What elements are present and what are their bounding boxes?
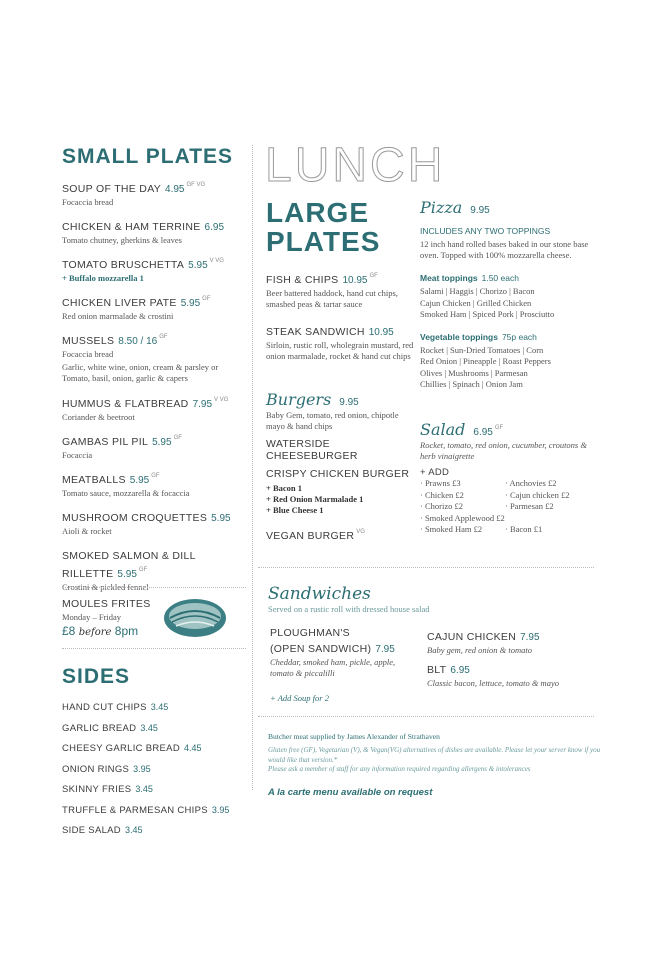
moules-frites-box [62,598,246,644]
sides-section [62,665,252,841]
item-head [62,179,244,197]
item-head [62,546,244,582]
item-head [62,217,244,235]
side-name: CHEESY GARLIC BREAD [62,743,180,754]
veg-topping-line: Chillies | Spinach | Onion Jam [420,379,523,389]
ploughmans-desc: Cheddar, smoked ham, pickle, apple, tomato & piccalilli [270,657,396,678]
salad-addons [420,478,600,536]
vegan-burger [266,526,416,544]
item-name: FISH & CHIPS [266,274,339,286]
item-price: 5.95 [188,260,208,271]
item-tag: GF [138,566,148,573]
item-name: SMOKED SALMON & DILL RILLETTE [62,550,196,580]
allergen-note: Please ask a member of staff for any information required regarding allergens & intolerances [268,765,531,773]
pizza-section [420,198,598,391]
veg-toppings-head [420,327,598,345]
salad-addon: · Parmesan £2 [505,501,554,511]
salad-addon-row [420,501,600,513]
item-price: 10.95 [368,327,394,338]
item-tag: GF [173,434,182,441]
ploughmans-item [270,627,415,703]
salad-tag: GF [494,424,504,431]
item-tag: GF [202,295,211,302]
ploughmans-name: PLOUGHMAN'S [270,627,350,639]
add-soup: + Add Soup for 2 [270,693,329,703]
sides-heading: SIDES [62,665,131,688]
salad-addon: · Smoked Applewood £2 [420,512,505,523]
mussel-illustration [162,596,228,640]
item-tag: V VG [209,257,224,264]
item-price: 5.95 [211,513,231,524]
meat-toppings-list [420,286,598,321]
burgers-section [266,390,416,544]
menu-item [62,179,244,208]
meat-head: Meat toppings [420,273,478,283]
side-name: ONION RINGS [62,763,130,775]
item-head [62,331,244,349]
sandwiches-heading: Sandwiches [268,584,371,604]
salad-addon-row [420,478,600,490]
butcher-note: Butcher meat supplied by James Alexander of Strathaven [268,732,440,741]
item-desc: Tomato sauce, mozzarella & focaccia [62,488,190,498]
item-tag: GF VG [186,181,206,188]
item-name: CHICKEN & HAM TERRINE [62,221,201,233]
salad-addon: · Chicken £2 [420,489,464,500]
item-desc: Coriander & beetroot [62,412,135,422]
item-tag: GF [159,333,168,340]
item-price: 5.95 [180,298,201,309]
divider [62,648,246,649]
veg-head: Vegetable toppings [420,331,498,342]
vegan-burger-name: VEGAN BURGER [266,530,355,542]
divider [258,716,594,717]
item-tag: GF [151,472,160,479]
item-price: 5.95 [117,569,137,580]
menu-item [62,470,244,499]
side-price: 3.45 [150,702,169,712]
cajun-desc: Baby gem, red onion & tomato [427,645,532,655]
item-name: MEATBALLS [62,474,126,486]
waterside-cheeseburger: WATERSIDE CHEESEBURGER [266,438,358,462]
item-name: TOMATO BRUSCHETTA [62,259,185,271]
pizza-price: 9.95 [470,205,490,216]
moules-before: before [78,626,112,638]
menu-item [62,331,244,384]
side-item [62,738,252,756]
side-price: 3.45 [135,784,153,794]
salad-addon-row [420,513,600,525]
side-name: SIDE SALAD [62,825,121,836]
menu-item [62,394,244,423]
ploughmans-price: 7.95 [375,644,395,655]
burger-addons [266,483,416,516]
pizza-heading-line [420,198,598,218]
salad-addon: · Cajun chicken £2 [505,489,570,500]
item-head [62,432,244,450]
cajun-chicken-item [427,627,602,656]
pizza-includes: INCLUDES ANY TWO TOPPINGS [420,226,551,236]
meat-topping-line: Salami | Haggis | Chorizo | Bacon [420,286,535,296]
salad-addon: · Smoked Ham £2 [420,524,483,534]
moules-title: MOULES FRITES [62,598,151,610]
veg-toppings-list [420,345,598,391]
side-item [62,697,252,715]
salad-addon: · Bacon £1 [505,524,543,534]
divider [62,587,246,588]
burger-addon: + Bacon 1 [266,483,303,493]
meat-topping-line: Smoked Ham | Spiced Pork | Prosciutto [420,309,555,319]
item-name: HUMMUS & FLATBREAD [62,398,189,410]
burgers-price: 9.95 [339,397,359,408]
sandwiches-sub: Served on a rustic roll with dressed house salad [268,604,430,614]
side-item [62,800,252,818]
dietary-note: Gluten free (GF), Vegetarian (V), & Vegan(VG) alternatives of dishes are available. Please let your server know if you would like that version.* [268,746,601,764]
large-heading-1: LARGE [266,197,369,228]
a-la-carte-note: A la carte menu available on request [268,786,433,798]
item-price: 4.95 [165,184,185,195]
item-price: 10.95 [342,275,368,286]
item-price: 8.50 / 16 [118,336,158,347]
moules-time: 8pm [114,623,139,638]
meat-topping-line: Cajun Chicken | Grilled Chicken [420,297,532,308]
side-price: 3.95 [211,804,230,815]
item-price: 7.95 [192,399,213,410]
item-desc: Focaccia bread [62,197,114,207]
menu-item [62,508,244,537]
menu-item [266,270,416,310]
small-plates-list [62,179,244,593]
item-extra: Garlic, white wine, onion, cream & parsley or Tomato, basil, onion, garlic & capers [62,362,219,383]
column-divider [252,145,253,790]
large-heading-2: PLATES [266,226,381,257]
salad-addon-row [420,490,600,502]
menu-item [62,546,244,593]
side-price: 3.45 [140,722,158,733]
sides-list [62,697,252,838]
salad-heading: Salad [420,420,466,439]
blt-item [427,660,602,689]
item-name: CHICKEN LIVER PATE [62,297,177,309]
vegan-tag: VG [356,528,365,535]
item-price: 5.95 [129,475,150,486]
item-desc: Aioli & rocket [62,526,112,536]
item-desc: Tomato chutney, gherkins & leaves [62,235,182,245]
ploughmans-sub: (OPEN SANDWICH) [270,643,372,655]
item-desc: Sirloin, rustic roll, wholegrain mustard, red onion marmalade, rocket & hand cut chips [266,340,414,361]
veg-topping-line: Rocket | Sun-Dried Tomatoes | Corn [420,344,544,355]
item-desc: Red onion marmalade & crostini [62,311,174,321]
footer-notes [268,732,608,798]
item-name: GAMBAS PIL PIL [62,436,149,448]
item-head [62,508,244,526]
item-head [62,470,244,488]
item-desc: Focaccia [62,450,93,460]
meat-toppings-head [420,268,598,286]
lunch-title: LUNCH [265,139,446,192]
burger-addon: + Red Onion Marmalade 1 [266,494,364,504]
item-head [62,293,244,311]
side-item [62,718,252,736]
side-item [62,779,252,797]
veg-topping-line: Red Onion | Pineapple | Roast Peppers [420,356,551,366]
side-name: HAND CUT CHIPS [62,702,147,713]
side-item [62,820,252,838]
pizza-desc: 12 inch hand rolled bases baked in our stone base oven. Topped with 100% mozzarella cheese. [420,239,589,260]
small-plates-section [62,145,244,602]
item-head [62,394,244,412]
item-price: 6.95 [204,222,225,233]
menu-item [62,293,244,322]
salad-addon: · Prawns £3 [420,478,461,488]
item-tag: GF [369,272,378,279]
menu-item [62,217,244,246]
item-desc: Beer battered haddock, hand cut chips, smashed peas & tartar sauce [266,288,398,309]
pizza-heading: Pizza [420,198,463,217]
side-price: 3.95 [133,763,151,774]
divider [258,567,594,568]
cajun-name: CAJUN CHICKEN [427,631,517,643]
salad-add: + ADD [420,467,450,478]
item-name: SOUP OF THE DAY [62,183,162,195]
salad-addon: · Chorizo £2 [420,501,463,511]
menu-item [266,322,416,362]
blt-desc: Classic bacon, lettuce, tomato & mayo [427,678,559,688]
burger-addon: + Blue Cheese 1 [266,505,324,515]
item-name: MUSHROOM CROQUETTES [62,512,208,524]
item-extra: + Buffalo mozzarella 1 [62,273,144,283]
side-item [62,759,252,777]
burgers-heading: Burgers [266,390,332,409]
burgers-desc: Baby Gem, tomato, red onion, chipotle mayo & hand chips [266,410,399,431]
salad-addon: · Anchovies £2 [505,478,557,488]
menu-item [62,432,244,461]
burgers-heading-line [266,390,416,410]
salad-desc: Rocket, tomato, red onion, cucumber, croutons & herb vinaigrette [420,440,587,461]
item-desc: Focaccia bread [62,349,114,359]
crispy-chicken-burger: CRISPY CHICKEN BURGER [266,468,410,480]
side-name: GARLIC BREAD [62,722,137,734]
side-name: TRUFFLE & PARMESAN CHIPS [62,804,208,816]
item-tag: V VG [214,396,229,403]
item-price: 5.95 [152,437,172,448]
menu-item [62,255,244,284]
side-price: 3.45 [124,825,143,835]
small-plates-heading: SMALL PLATES [62,145,234,168]
blt-price: 6.95 [450,665,470,676]
large-plates-section [266,198,416,371]
salad-addon-row [420,524,600,536]
veg-price: 75p each [501,331,537,342]
item-desc: Crostini & pickled fennel [62,582,149,592]
salad-section [420,420,600,536]
item-name: MUSSELS [62,335,115,347]
item-name: STEAK SANDWICH [266,326,365,338]
moules-days: Monday – Friday [62,612,122,622]
meat-price: 1.50 each [481,273,519,283]
moules-price: £8 [62,623,76,638]
sandwiches-section [268,584,598,614]
salad-heading-line [420,420,600,440]
blt-name: BLT [427,664,447,676]
side-name: SKINNY FRIES [62,784,132,795]
cajun-price: 7.95 [520,632,540,643]
veg-topping-line: Olives | Mushrooms | Parmesan [420,367,528,378]
item-head [62,255,244,273]
salad-price: 6.95 [473,427,493,438]
side-price: 4.45 [183,743,202,753]
